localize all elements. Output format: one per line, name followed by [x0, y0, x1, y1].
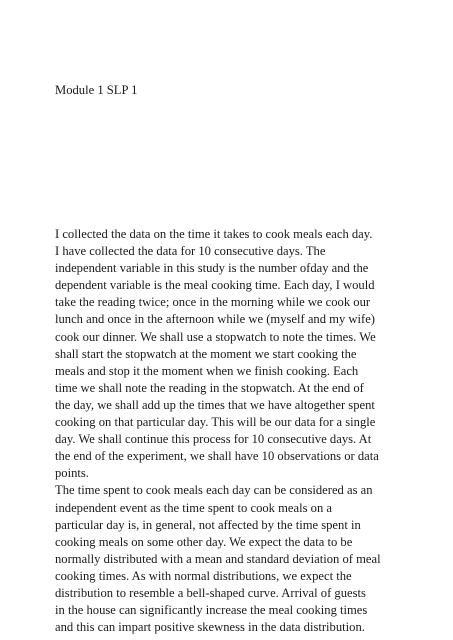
text-line: points.	[55, 466, 89, 481]
text-line: distribution to resemble a bell-shaped curve. Arrival of guests	[55, 585, 366, 600]
text-line: time we shall note the reading in the stopwatch. At the end of	[55, 380, 364, 395]
text-line: and this can impart positive skewness in the data distribution.	[55, 620, 365, 635]
text-line: day. We shall continue this process for 10 consecutive days. At	[55, 432, 372, 447]
text-line: meals and stop it the moment when we finish cooking. Each	[55, 363, 359, 378]
text-line: The time spent to cook meals each day can be considered as an	[55, 483, 373, 498]
body-paragraphs	[55, 226, 405, 636]
text-line: dependent variable is the meal cooking time. Each day, I would	[55, 278, 375, 293]
text-line: cooking on that particular day. This will be our data for a single	[55, 415, 376, 430]
text-line: cooking times. As with normal distributions, we expect the	[55, 568, 352, 583]
text-line: cook our dinner. We shall use a stopwatch to note the times. We	[55, 329, 376, 344]
text-line: lunch and once in the afternoon while we (myself and my wife)	[55, 312, 375, 327]
text-line: the day, we shall add up the times that we have altogether spent	[55, 397, 375, 412]
text-line: independent variable in this study is the number ofday and the	[55, 261, 369, 276]
text-line: the end of the experiment, we shall have 10 observations or data	[55, 449, 379, 464]
text-line: in the house can significantly increase the meal cooking times	[55, 603, 368, 618]
text-line: I collected the data on the time it takes to cook meals each day.	[55, 227, 373, 241]
text-line: I have collected the data for 10 consecutive days. The	[55, 244, 326, 259]
text-line: independent event as the time spent to cook meals on a	[55, 500, 332, 515]
text-line: cooking meals on some other day. We expect the data to be	[55, 534, 353, 549]
text-line: take the reading twice; once in the morning while we cook our	[55, 295, 371, 310]
text-line: particular day is, in general, not affected by the time spent in	[55, 517, 361, 532]
text-line: shall start the stopwatch at the moment we start cooking the	[55, 346, 357, 361]
text-line: normally distributed with a mean and standard deviation of meal	[55, 551, 381, 566]
page-title: Module 1 SLP 1	[55, 83, 138, 97]
